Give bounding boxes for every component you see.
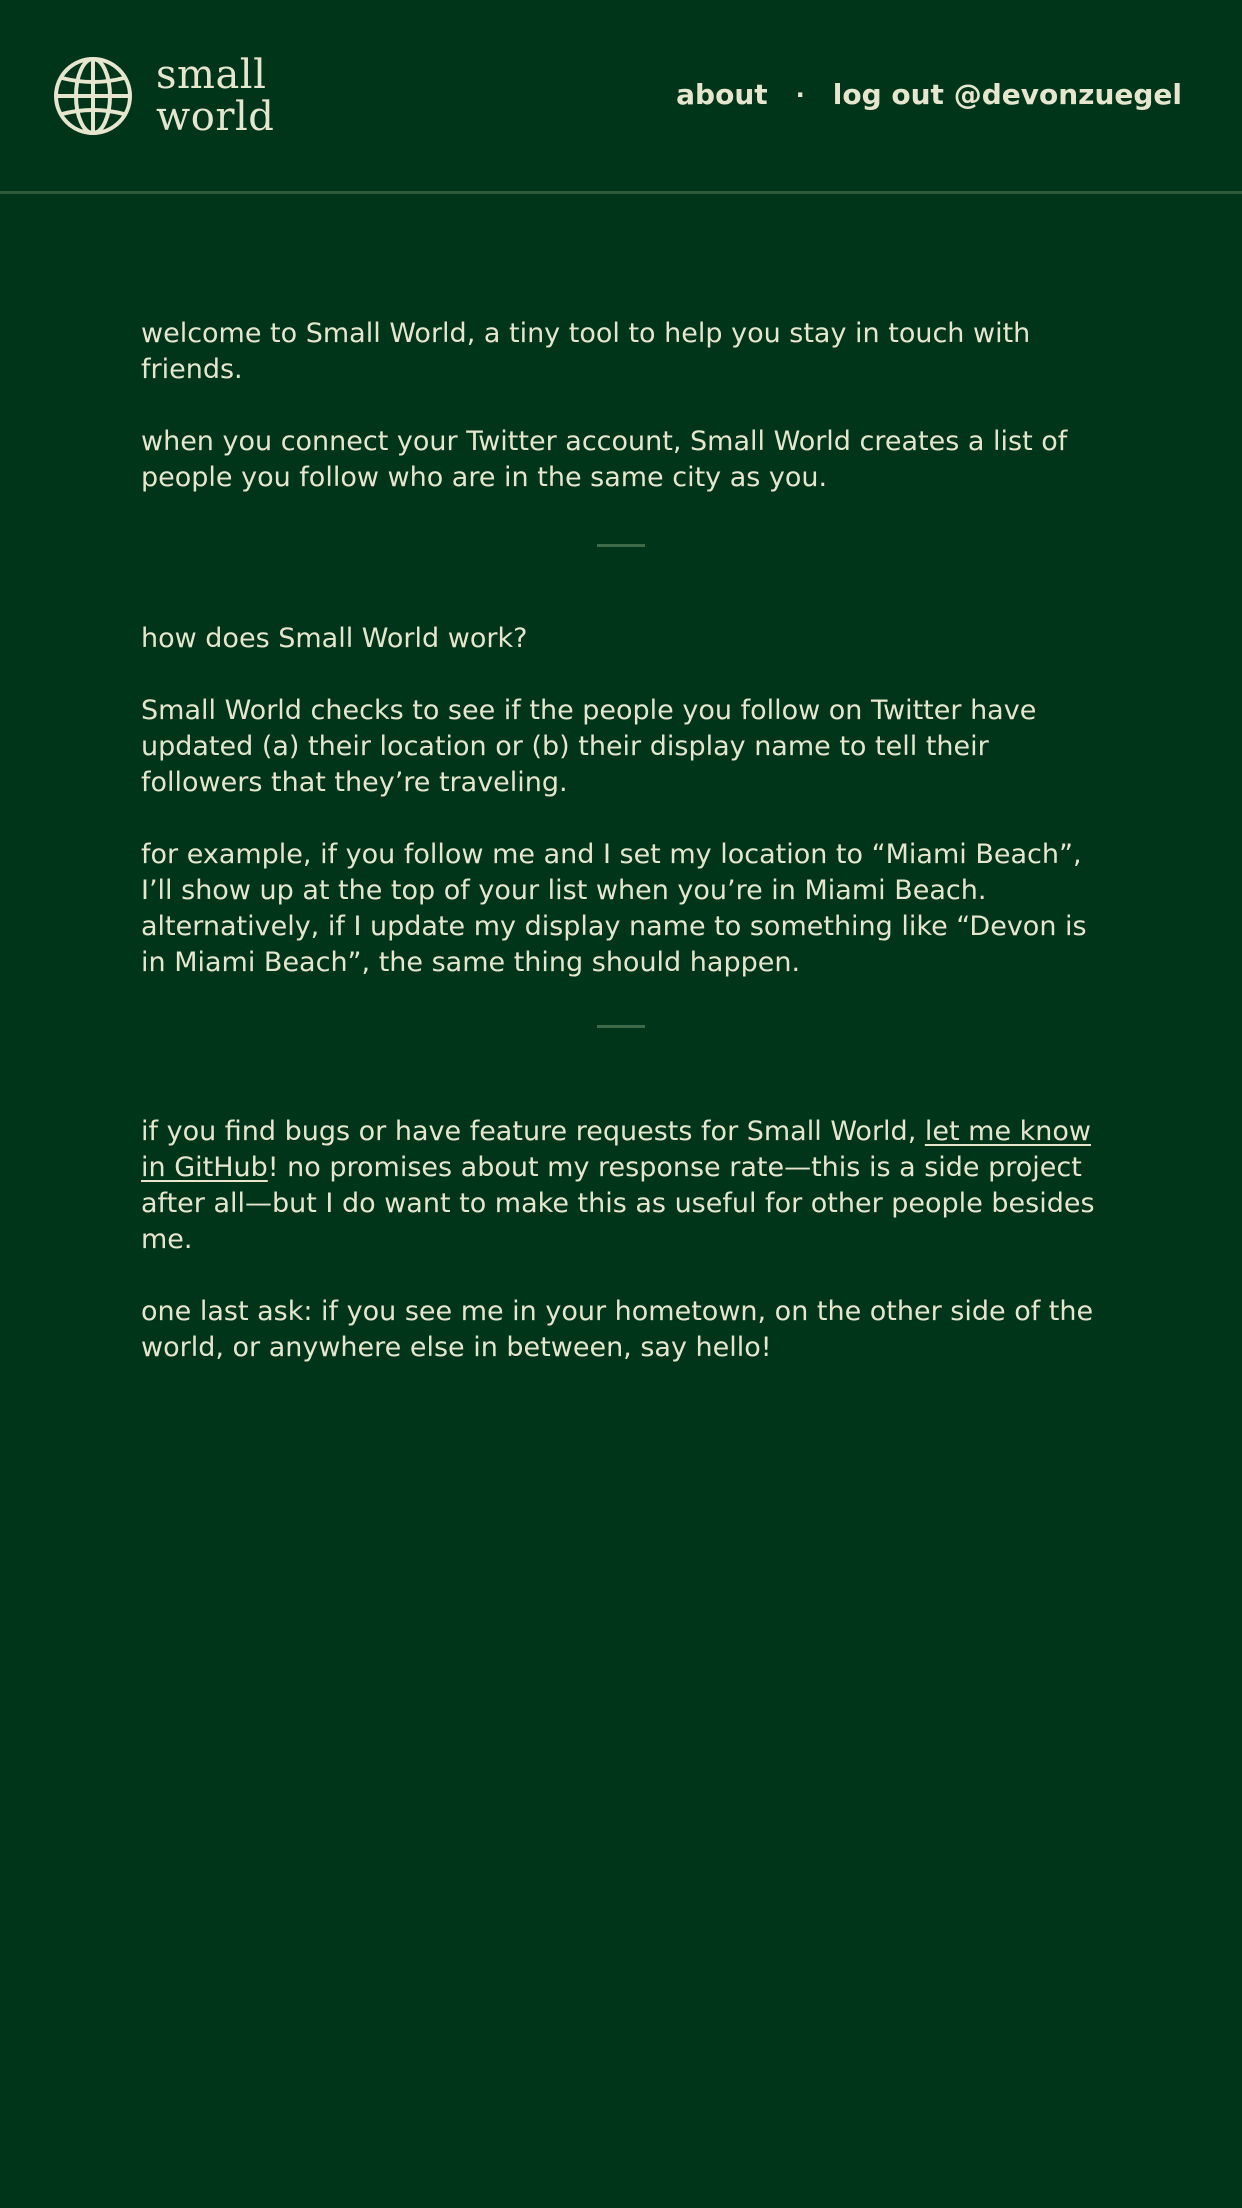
about-link[interactable]: about [676,78,768,111]
feedback-section [141,1114,1101,1366]
nav-separator: · [795,80,805,109]
last-ask-paragraph: one last ask: if you see me in your hometown, on the other side of the world, or anywhere else in between, say hello! [141,1296,1094,1363]
connect-paragraph: when you connect your Twitter account, Small World creates a list of people you follow who are in the same city as you. [141,426,1068,493]
how-it-works-section [141,621,1101,981]
how-example: for example, if you follow me and I set my location to “Miami Beach”, I’ll show up at the top of your list when you’re in Miami Beach. alternatively, if I update my display name to something like “Devon is in Miami Beach”, the same thing should happen. [141,839,1087,978]
globe-icon [52,55,134,137]
github-link[interactable]: let me know in GitHub [141,1116,1091,1183]
top-nav [676,78,1182,111]
feedback-paragraph [141,1114,1101,1258]
feedback-text-after: ! no promises about my response rate—this is a side project after all—but I do want to make this as useful for other people besides me. [141,1152,1095,1255]
site-wordmark [156,54,274,138]
home-logo[interactable] [52,54,274,138]
intro-section [141,316,1101,496]
main-content [141,316,1101,1402]
top-header [0,0,1242,194]
logout-link[interactable]: log out @devonzuegel [832,78,1182,111]
welcome-paragraph: welcome to Small World, a tiny tool to help you stay in touch with friends. [141,318,1031,385]
feedback-text-before: if you find bugs or have feature requests for Small World, [141,1116,925,1147]
wordmark-line-2: world [156,94,275,140]
how-explanation: Small World checks to see if the people you follow on Twitter have updated (a) their location or (b) their display name to tell their followers that they’re traveling. [141,695,1037,798]
section-divider [597,544,645,547]
wordmark-line-1: small [156,52,267,98]
how-heading: how does Small World work? [141,623,528,654]
section-divider [597,1025,645,1028]
